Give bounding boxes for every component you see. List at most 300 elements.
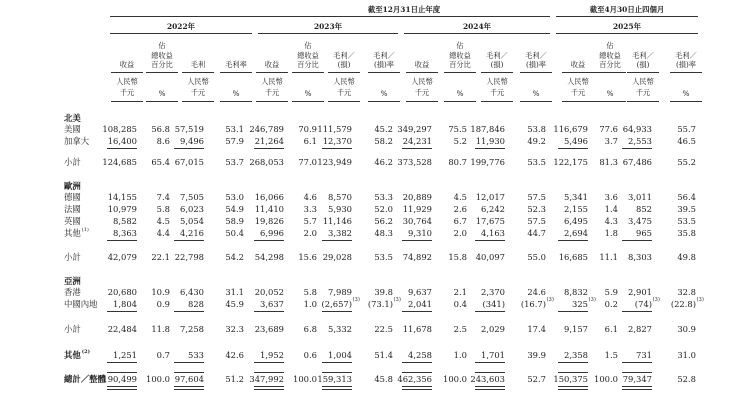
table-cell: 5.9: [604, 287, 618, 297]
subtotal-rule: [322, 362, 352, 363]
table-cell: 39.5: [677, 204, 696, 214]
column-rule: [594, 72, 626, 73]
row-label-text: 香港: [64, 287, 81, 297]
region-header: 亞洲: [64, 276, 81, 286]
row-label-text: 中國內地: [64, 299, 98, 309]
table-cell: 31.0: [677, 350, 696, 360]
table-cell: 11,929: [402, 204, 432, 214]
table-cell: (341): [482, 299, 505, 309]
table-cell: 9,157: [564, 324, 588, 334]
table-cell: 3,011: [628, 192, 652, 202]
column-label: (損): [636, 60, 650, 69]
row-label-text: 小計: [64, 324, 81, 334]
table-cell: 75.5: [448, 124, 467, 134]
fiscal-year-title: 截至12月31日止年度: [367, 5, 441, 14]
table-cell: 159,313: [317, 374, 352, 384]
table-cell: 31.1: [225, 287, 244, 297]
subtotal-rule: [558, 362, 588, 363]
subtotal-rule: [174, 240, 204, 241]
table-cell: 1.0: [453, 350, 467, 360]
column-label: 毛利／: [373, 50, 395, 60]
table-cell: 70.9: [298, 124, 317, 134]
subtotal-rule: [107, 148, 137, 149]
table-cell: 11.1: [599, 252, 618, 262]
table-cell: 123,949: [317, 157, 352, 167]
region-header: 北美: [64, 113, 81, 123]
subtotal-rule: [475, 148, 505, 149]
unit-label: 人民幣: [187, 77, 209, 86]
period-title: 截至4月30日止四個月: [589, 5, 665, 14]
table-cell: 6.7: [453, 216, 467, 226]
table-cell: 42.6: [225, 350, 244, 360]
unit-rule: [328, 101, 360, 102]
total-double-rule: [622, 386, 652, 390]
table-cell: 3,475: [628, 216, 652, 226]
table-cell: 6.8: [303, 324, 317, 334]
column-label: 收益: [119, 60, 135, 69]
table-cell: 1,004: [328, 350, 352, 360]
table-cell: 3.3: [303, 204, 317, 214]
table-cell: 22,484: [107, 324, 137, 334]
table-cell: 11,678: [402, 324, 432, 334]
table-cell: 1.0: [303, 299, 317, 309]
table-cell: 12,017: [475, 192, 505, 202]
table-cell: 190,499: [102, 374, 137, 384]
table-cell: 22,798: [174, 252, 204, 262]
unit-label: 人民幣: [632, 77, 654, 86]
table-cell: 16,066: [254, 192, 284, 202]
year-header: 2024年: [463, 22, 491, 31]
subtotal-rule: [322, 240, 352, 241]
column-rule: [481, 72, 513, 73]
table-cell: 100.0: [594, 374, 618, 384]
subtotal-rule: [174, 148, 204, 149]
row-label: [64, 325, 81, 333]
column-label: 毛利率: [225, 60, 247, 69]
table-cell: 45.8: [374, 374, 393, 384]
column-label: (損)率: [676, 60, 696, 69]
footnote-marker: (3): [352, 297, 360, 303]
unit-label: 千元: [489, 88, 505, 97]
table-cell: 45.2: [374, 124, 393, 134]
table-cell: 58.2: [374, 136, 393, 146]
table-cell: 17,675: [475, 216, 505, 226]
table-cell: 2.1: [453, 287, 467, 297]
column-label: 毛利: [190, 60, 206, 69]
table-cell: 57.9: [225, 136, 244, 146]
unit-label: 千元: [336, 88, 352, 97]
table-cell: 7,505: [180, 192, 204, 202]
table-cell: 11,146: [322, 216, 352, 226]
table-cell: 5,496: [564, 136, 588, 146]
table-cell: 5,341: [564, 192, 588, 202]
subtotal-rule: [558, 240, 588, 241]
table-cell: 20,680: [107, 287, 137, 297]
table-cell: 53.8: [527, 124, 546, 134]
table-cell: 116,679: [553, 124, 588, 134]
table-cell: 56.2: [374, 216, 393, 226]
table-cell: 5,054: [180, 216, 204, 226]
table-cell: 53.7: [225, 157, 244, 167]
table-cell: 11.8: [151, 324, 170, 334]
subtotal-rule: [107, 362, 137, 363]
table-cell: 2.5: [453, 324, 467, 334]
table-cell: 2.0: [453, 228, 467, 238]
table-cell: 3.6: [604, 192, 618, 202]
unit-rule: [562, 101, 594, 102]
table-cell: 7.4: [156, 192, 170, 202]
column-label: 毛利／: [632, 50, 654, 60]
row-label: [64, 125, 81, 133]
table-cell: 53.5: [677, 216, 696, 226]
subtotal-rule: [558, 311, 588, 312]
table-cell: 5.8: [156, 204, 170, 214]
table-cell: 67,015: [174, 157, 204, 167]
unit-rule: [670, 101, 702, 102]
table-cell: 246,789: [249, 124, 284, 134]
table-cell: 39.8: [374, 287, 393, 297]
footnote-marker: (3): [588, 297, 596, 303]
footnote-marker: (3): [546, 297, 554, 303]
table-cell: 2,041: [408, 299, 432, 309]
table-cell: 4,216: [180, 228, 204, 238]
unit-label: %: [304, 89, 312, 98]
table-cell: 2.0: [303, 228, 317, 238]
table-cell: 4,163: [481, 228, 505, 238]
table-cell: 55.7: [677, 124, 696, 134]
total-double-rule: [254, 386, 284, 390]
footnote-marker: (3): [696, 297, 704, 303]
table-cell: 5.8: [303, 287, 317, 297]
table-cell: 22.5: [374, 324, 393, 334]
column-label: 總收益: [599, 50, 621, 60]
subtotal-rule: [254, 362, 284, 363]
unit-label: %: [532, 89, 540, 98]
table-cell: 124,685: [102, 157, 137, 167]
table-cell: 30,764: [402, 216, 432, 226]
row-label-text: 美國: [64, 124, 81, 134]
unit-rule: [256, 101, 288, 102]
column-label: 毛利／: [333, 50, 355, 60]
subtotal-rule: [322, 148, 352, 149]
column-rule: [182, 72, 214, 73]
table-cell: 2,358: [564, 350, 588, 360]
unit-rule: [627, 101, 659, 102]
table-cell: 8,363: [113, 228, 137, 238]
total-top-rule: [322, 372, 352, 373]
row-label: [64, 217, 81, 225]
unit-label: 人民幣: [116, 77, 138, 86]
row-label: [64, 351, 90, 359]
table-cell: 46.2: [374, 157, 393, 167]
table-cell: 10,979: [107, 204, 137, 214]
table-cell: 57.5: [527, 192, 546, 202]
total-double-rule: [402, 386, 432, 390]
region-header: 歐洲: [64, 181, 81, 191]
table-cell: 53.5: [374, 252, 393, 262]
table-cell: 6.1: [604, 324, 618, 334]
table-cell: 39.9: [527, 350, 546, 360]
subtotal-rule: [322, 311, 352, 312]
unit-rule: [368, 101, 400, 102]
table-cell: 7,258: [180, 324, 204, 334]
period-rule: [556, 16, 698, 17]
table-cell: 100.0: [443, 374, 467, 384]
table-cell: 53.3: [374, 192, 393, 202]
column-rule: [256, 72, 288, 73]
unit-rule: [292, 101, 324, 102]
table-cell: 373,528: [397, 157, 432, 167]
column-rule: [562, 72, 594, 73]
table-cell: (16.7): [520, 299, 546, 309]
table-cell: 8,582: [113, 216, 137, 226]
table-cell: 0.6: [303, 350, 317, 360]
table-cell: 52.7: [527, 374, 546, 384]
table-cell: 15.8: [448, 252, 467, 262]
footnote-marker: (3): [652, 297, 660, 303]
table-cell: 4.5: [453, 192, 467, 202]
table-cell: 0.7: [156, 350, 170, 360]
row-label: [64, 375, 106, 383]
column-rule: [444, 72, 476, 73]
table-cell: 4.4: [156, 228, 170, 238]
table-cell: 1.4: [604, 204, 618, 214]
table-cell: 828: [188, 299, 204, 309]
column-label: 毛利／: [675, 50, 697, 60]
table-cell: 5.7: [303, 216, 317, 226]
table-cell: 8.6: [156, 136, 170, 146]
column-label: 收益: [414, 60, 430, 69]
total-double-rule: [322, 386, 352, 390]
column-label: 百分比: [297, 60, 319, 69]
year-rule: [258, 33, 398, 34]
unit-label: %: [158, 89, 166, 98]
table-cell: 347,992: [249, 374, 284, 384]
table-cell: 5.2: [453, 136, 467, 146]
column-rule: [627, 72, 659, 73]
table-cell: 6,996: [260, 228, 284, 238]
table-cell: 108,285: [102, 124, 137, 134]
unit-label: %: [232, 89, 240, 98]
subtotal-rule: [475, 240, 505, 241]
table-cell: 2,553: [628, 136, 652, 146]
column-rule: [368, 72, 400, 73]
table-cell: 19,826: [254, 216, 284, 226]
subtotal-rule: [402, 240, 432, 241]
total-double-rule: [174, 386, 204, 390]
footnote-marker: (2): [81, 349, 90, 355]
table-cell: (73.1): [367, 299, 393, 309]
column-rule: [111, 72, 143, 73]
table-cell: 6,242: [481, 204, 505, 214]
table-cell: 16,685: [558, 252, 588, 262]
table-cell: 9,310: [408, 228, 432, 238]
table-cell: 349,297: [397, 124, 432, 134]
table-cell: 56.4: [677, 192, 696, 202]
table-cell: 53.1: [225, 124, 244, 134]
column-rule: [328, 72, 360, 73]
column-rule: [406, 72, 438, 73]
table-cell: 51.2: [225, 374, 244, 384]
table-cell: 29,028: [322, 252, 352, 262]
subtotal-rule: [558, 148, 588, 149]
row-label: [64, 205, 81, 213]
table-cell: 4.3: [604, 216, 618, 226]
table-cell: 77.6: [599, 124, 618, 134]
row-label-text: 小計: [64, 252, 81, 262]
table-cell: 12,370: [322, 136, 352, 146]
table-cell: 54.2: [225, 252, 244, 262]
unit-label: 人民幣: [411, 77, 433, 86]
table-cell: 11,930: [475, 136, 505, 146]
table-cell: 2,370: [481, 287, 505, 297]
column-rule: [292, 72, 324, 73]
table-cell: 45.9: [225, 299, 244, 309]
row-label: [64, 229, 89, 237]
subtotal-rule: [622, 240, 652, 241]
unit-rule: [182, 101, 214, 102]
subtotal-rule: [402, 311, 432, 312]
column-label: 總收益: [151, 50, 173, 60]
unit-rule: [146, 101, 178, 102]
row-label: [64, 288, 81, 296]
row-label-text: 其他: [64, 228, 81, 238]
year-header: 2025年: [613, 22, 641, 31]
column-label: (損): [337, 60, 351, 69]
column-rule: [670, 72, 702, 73]
table-cell: 56.8: [151, 124, 170, 134]
table-cell: 9,637: [408, 287, 432, 297]
row-label-text: 其他: [64, 350, 81, 360]
subtotal-rule: [254, 240, 284, 241]
column-label: 收益: [570, 60, 586, 69]
table-cell: 22.1: [151, 252, 170, 262]
table-cell: 7,989: [328, 287, 352, 297]
column-label: 佔: [304, 41, 312, 50]
table-cell: 81.3: [599, 157, 618, 167]
table-cell: 65.4: [151, 157, 170, 167]
column-label: 佔: [158, 41, 166, 50]
table-cell: 55.2: [677, 157, 696, 167]
row-label: [64, 253, 81, 261]
column-label: 總收益: [449, 50, 471, 60]
table-cell: 6,023: [180, 204, 204, 214]
table-cell: 0.9: [156, 299, 170, 309]
table-cell: 74,892: [402, 252, 432, 262]
table-cell: 1,804: [113, 299, 137, 309]
subtotal-rule: [475, 362, 505, 363]
table-cell: 8,570: [328, 192, 352, 202]
column-label: (損)率: [526, 60, 546, 69]
table-cell: 32.8: [677, 287, 696, 297]
table-cell: 111,579: [317, 124, 352, 134]
table-cell: 0.4: [453, 299, 467, 309]
column-label: 百分比: [599, 60, 621, 69]
footnote-marker: (3): [393, 297, 401, 303]
year-header: 2022年: [167, 22, 195, 31]
table-cell: 243,603: [470, 374, 505, 384]
table-cell: 20,889: [402, 192, 432, 202]
row-label: [64, 137, 89, 145]
table-cell: 23,689: [254, 324, 284, 334]
table-cell: 79,347: [622, 374, 652, 384]
unit-label: 千元: [264, 88, 280, 97]
row-label: [64, 300, 98, 308]
table-cell: 199,776: [470, 157, 505, 167]
table-cell: 1,952: [260, 350, 284, 360]
table-cell: 46.5: [677, 136, 696, 146]
subtotal-rule: [107, 311, 137, 312]
subtotal-rule: [475, 311, 505, 312]
table-cell: 2,029: [481, 324, 505, 334]
unit-label: %: [456, 89, 464, 98]
table-cell: 268,053: [249, 157, 284, 167]
table-cell: 20,052: [254, 287, 284, 297]
table-cell: 2,155: [564, 204, 588, 214]
unit-rule: [220, 101, 252, 102]
table-cell: 52.8: [677, 374, 696, 384]
unit-label: 人民幣: [261, 77, 283, 86]
column-label: (損)率: [374, 60, 394, 69]
table-cell: 32.3: [225, 324, 244, 334]
total-top-rule: [558, 372, 588, 373]
total-top-rule: [622, 372, 652, 373]
table-cell: 16,400: [107, 136, 137, 146]
table-cell: 8,832: [564, 287, 588, 297]
table-cell: 40,097: [475, 252, 505, 262]
table-cell: 533: [188, 350, 204, 360]
column-rule: [220, 72, 252, 73]
subtotal-rule: [254, 311, 284, 312]
table-cell: 100.0: [293, 374, 317, 384]
column-label: 佔: [456, 41, 464, 50]
table-cell: 17.4: [527, 324, 546, 334]
total-double-rule: [558, 386, 588, 390]
table-cell: 30.9: [677, 324, 696, 334]
table-cell: 5,332: [328, 324, 352, 334]
unit-label: %: [606, 89, 614, 98]
table-cell: 187,846: [470, 124, 505, 134]
table-cell: 2,901: [628, 287, 652, 297]
table-cell: 9,496: [180, 136, 204, 146]
column-label: 毛利／: [486, 50, 508, 60]
column-label: 百分比: [449, 60, 471, 69]
table-cell: 10.9: [151, 287, 170, 297]
table-cell: 1.8: [604, 228, 618, 238]
row-label-text: 英國: [64, 216, 81, 226]
table-cell: 53.0: [225, 192, 244, 202]
unit-rule: [481, 101, 513, 102]
table-cell: 1,251: [113, 350, 137, 360]
column-label: 百分比: [151, 60, 173, 69]
subtotal-rule: [622, 311, 652, 312]
table-cell: 6,495: [564, 216, 588, 226]
unit-label: %: [380, 89, 388, 98]
table-cell: 100.0: [146, 374, 170, 384]
unit-rule: [406, 101, 438, 102]
total-top-rule: [107, 372, 137, 373]
table-cell: 3,637: [260, 299, 284, 309]
unit-label: 千元: [190, 88, 206, 97]
unit-label: 千元: [414, 88, 430, 97]
table-cell: 44.7: [527, 228, 546, 238]
table-cell: 3.7: [604, 136, 618, 146]
table-cell: 54,298: [254, 252, 284, 262]
table-cell: 122,175: [553, 157, 588, 167]
unit-label: 人民幣: [486, 77, 508, 86]
table-cell: 2.6: [453, 204, 467, 214]
fiscal-year-rule: [110, 16, 550, 17]
